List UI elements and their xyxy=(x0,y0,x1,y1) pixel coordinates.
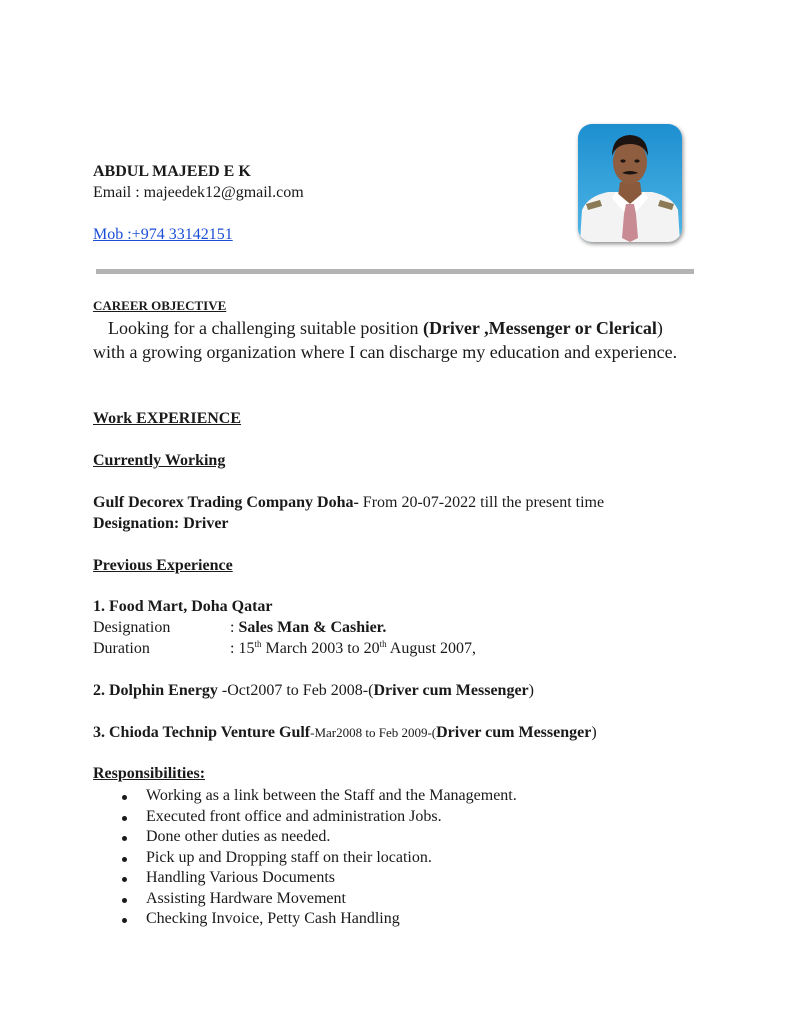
bullet-icon xyxy=(122,795,127,800)
current-designation: Designation: Driver xyxy=(93,515,229,532)
job3-period: -Mar2008 to Feb 2009-( xyxy=(310,725,437,740)
job1-designation-label: Designation xyxy=(93,619,171,636)
responsibility-text: Working as a link between the Staff and the Management. xyxy=(146,787,517,804)
work-experience-heading: Work EXPERIENCE xyxy=(93,410,242,427)
responsibility-text: Done other duties as needed. xyxy=(146,828,331,845)
responsibility-text: Checking Invoice, Petty Cash Handling xyxy=(146,910,400,927)
job1-duration-sup1: th xyxy=(254,639,262,649)
job1-duration-start: : 15 xyxy=(230,640,255,657)
job2-role: Driver cum Messenger xyxy=(373,682,529,699)
responsibility-text: Handling Various Documents xyxy=(146,869,336,886)
job1-designation-sep: : xyxy=(230,619,239,636)
current-company: Gulf Decorex Trading Company Doha- xyxy=(93,494,359,511)
job3-line xyxy=(93,724,597,742)
job1-duration-sup2: th xyxy=(379,639,387,649)
responsibility-text: Pick up and Dropping staff on their location. xyxy=(146,848,432,866)
objective-positions: (Driver ,Messenger or Clerical xyxy=(422,318,657,338)
bullet-icon xyxy=(122,877,127,882)
previous-experience-heading: Previous Experience xyxy=(93,557,233,574)
list-item xyxy=(118,889,517,910)
objective-text-end: ) with a growing organization where I can discharge my education and experience. xyxy=(93,318,678,362)
responsibilities-list xyxy=(118,786,517,930)
career-objective-text xyxy=(93,316,693,364)
bullet-icon xyxy=(122,918,127,923)
objective-text-start: Looking for a challenging suitable position xyxy=(108,318,423,338)
bullet-icon xyxy=(122,836,127,841)
job1-duration-row xyxy=(93,640,476,658)
job1-duration-mid: March 2003 to 20 xyxy=(261,640,380,657)
job2-title: 2. Dolphin Energy xyxy=(93,682,218,699)
job3-title: 3. Chioda Technip Venture Gulf xyxy=(93,724,311,741)
job2-close: ) xyxy=(528,682,534,699)
job1-title: 1. Food Mart, Doha Qatar xyxy=(93,598,273,615)
profile-photo xyxy=(578,124,682,242)
responsibility-text: Assisting Hardware Movement xyxy=(146,889,346,907)
responsibilities-heading: Responsibilities: xyxy=(93,765,206,782)
job1-duration-label: Duration xyxy=(93,640,150,657)
bullet-icon xyxy=(122,898,127,903)
job2-line xyxy=(93,682,534,700)
list-item xyxy=(118,868,517,889)
job1-designation-row xyxy=(93,619,386,637)
job1-designation-value: Sales Man & Cashier. xyxy=(238,619,387,636)
bullet-icon xyxy=(122,857,127,862)
header-divider xyxy=(96,269,694,274)
list-item xyxy=(118,807,517,828)
list-item xyxy=(118,786,517,807)
mobile-link[interactable]: Mob :+974 33142151 xyxy=(93,226,233,243)
job1-duration-end: August 2007, xyxy=(386,640,477,657)
career-objective-heading: CAREER OBJECTIVE xyxy=(93,298,227,313)
list-item xyxy=(118,909,517,930)
current-job-line xyxy=(93,494,604,512)
list-item xyxy=(118,848,517,869)
job3-role: Driver cum Messenger xyxy=(436,724,592,741)
email-line: Email : majeedek12@gmail.com xyxy=(93,184,304,201)
candidate-name: ABDUL MAJEED E K xyxy=(93,163,251,180)
responsibility-text: Executed front office and administration Jobs. xyxy=(146,807,442,825)
list-item xyxy=(118,827,517,848)
currently-working-heading: Currently Working xyxy=(93,452,226,469)
job2-period: -Oct2007 to Feb 2008-( xyxy=(217,682,374,699)
job3-close: ) xyxy=(591,724,597,741)
bullet-icon xyxy=(122,816,127,821)
current-period: From 20-07-2022 till the present time xyxy=(358,494,605,511)
